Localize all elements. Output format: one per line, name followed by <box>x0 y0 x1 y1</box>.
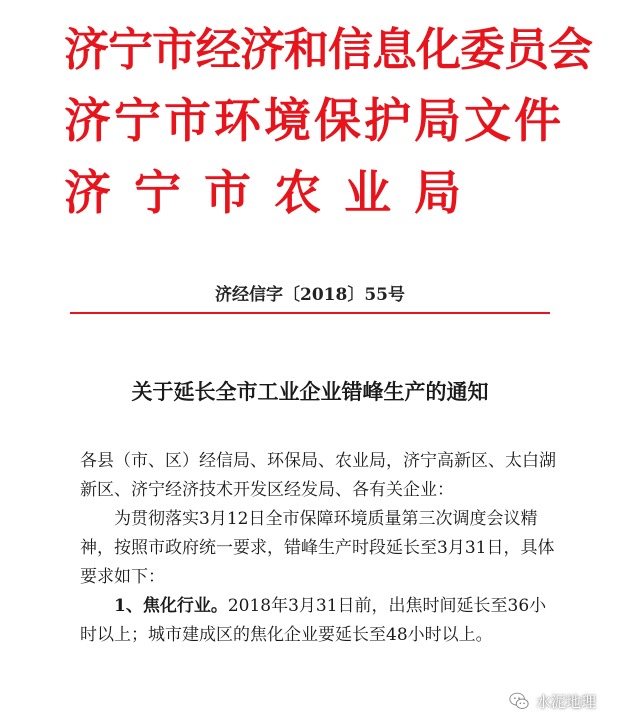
document-title: 关于延长全市工业企业错峰生产的通知 <box>131 379 489 404</box>
item-paragraph <box>80 592 560 650</box>
watermark-text: 水泥地理 <box>535 692 596 711</box>
wechat-icon <box>508 690 530 712</box>
issuer-line-3: 济宁市农业局 <box>64 166 484 221</box>
recipients-paragraph: 各县（市、区）经信局、环保局、农业局，济宁高新区、太白湖新区、济宁经济技术开发区经发局、各有关企业： <box>80 451 556 500</box>
intro-paragraph: 为贯彻落实3月12日全市保障环境质量第三次调度会议精神，按照市政府统一要求，错峰生产时段延长至3月31日，具体要求如下： <box>80 509 555 587</box>
item-label: 1、焦化行业。 <box>114 596 228 616</box>
document-number: 济经信字〔2018〕55号 <box>215 285 405 305</box>
issuer-line-2: 济宁市环境保护局文件 <box>64 94 564 149</box>
item-text: 2018年3月31日前，出焦时间延长至36小时以上；城市建成区的焦化企业要延长至48小时以上。 <box>80 596 547 645</box>
issuer-block <box>64 14 593 230</box>
watermark <box>508 690 596 712</box>
issuer-line-1: 济宁市经济和信息化委员会 <box>64 23 593 76</box>
document-body <box>80 447 560 650</box>
red-divider-line <box>70 312 550 314</box>
